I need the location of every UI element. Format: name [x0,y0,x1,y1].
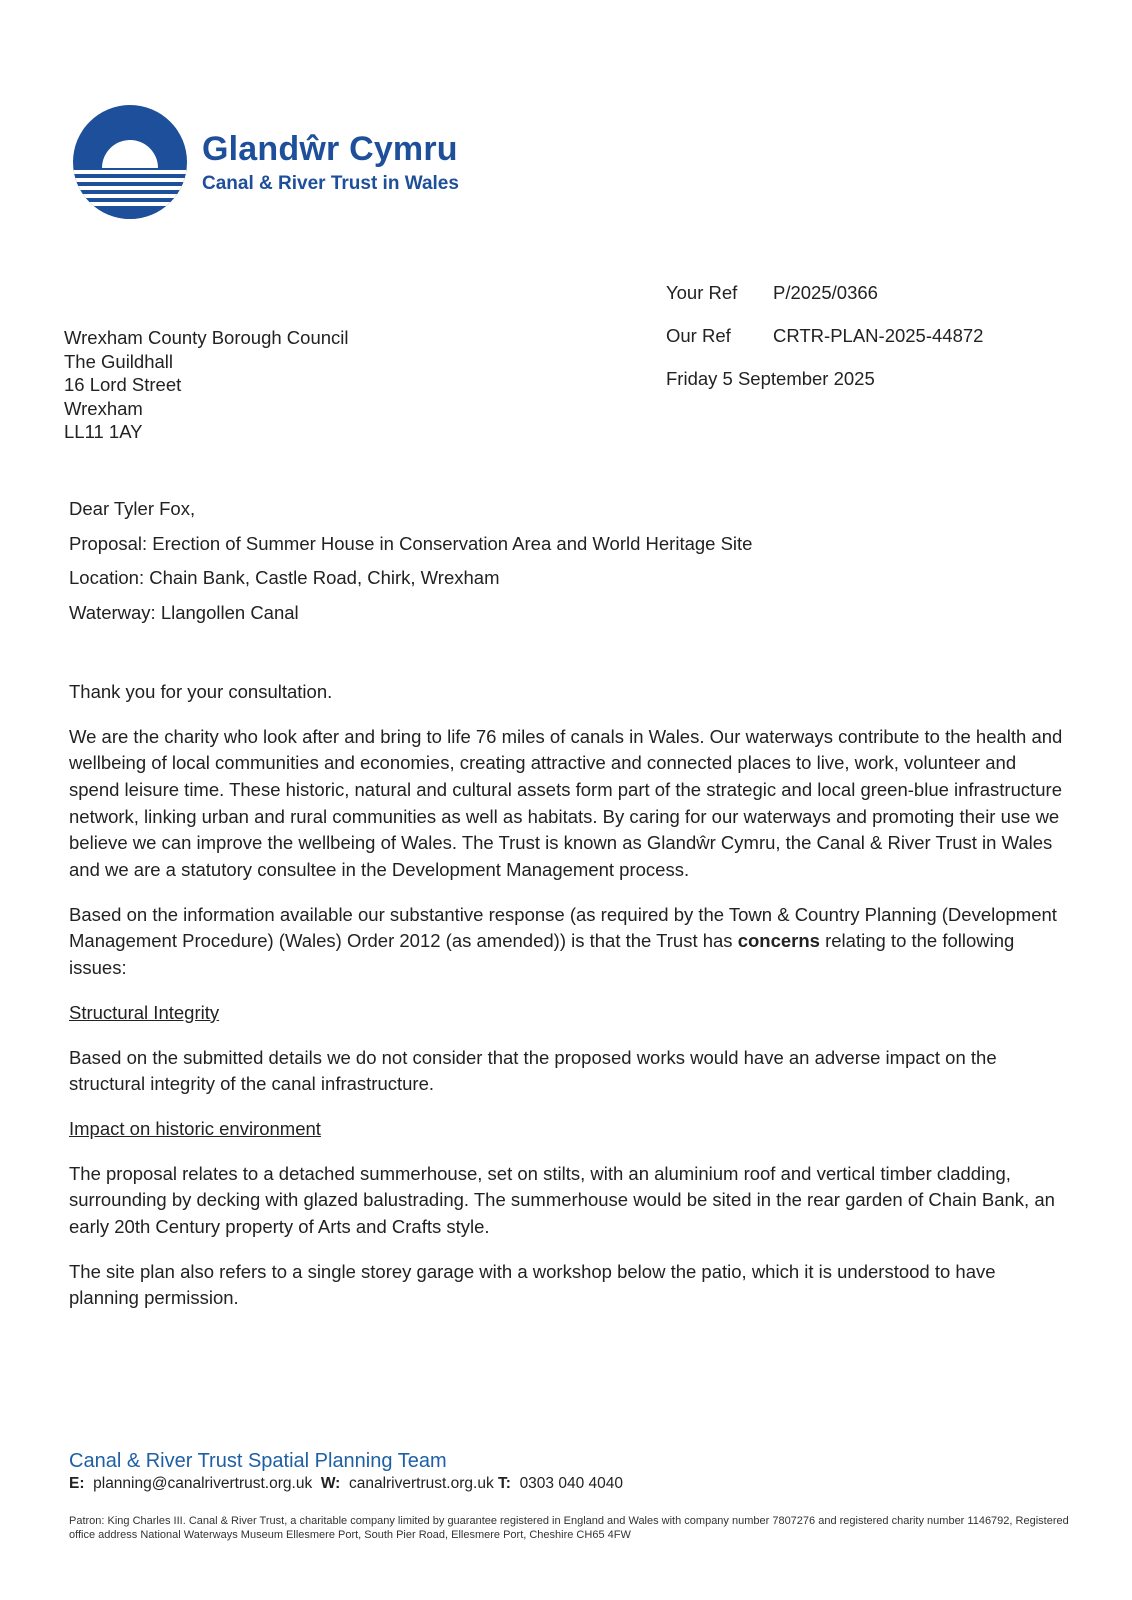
section-heading-historic-environment: Impact on historic environment [69,1117,321,1139]
paragraph: The site plan also refers to a single storey garage with a workshop below the patio, which it is understood to have planning permission. [69,1260,996,1309]
paragraph: Thank you for your consultation. [69,680,333,702]
logo-subtitle: Canal & River Trust in Wales [202,173,459,194]
paragraph: Based on the information available our substantive response (as required by the Town & Country Planning (Development Management Procedure) (Wales) Order 2012 (as amended)) is that the Trust has concerns relating to the following issues: [69,903,1057,979]
recipient-address [64,326,349,444]
footer-legal-text: Patron: King Charles III. Canal & River Trust, a charitable company limited by guarantee registered in England and Wales with company number 7807276 and registered charity number 1146792, Registered office address National Waterways Museum Ellesmere Port, South Pier Road, Ellesmere Port, Cheshire CH65 4FW [69,1515,1069,1541]
concerns-emphasis: concerns [737,930,820,952]
your-ref-value: P/2025/0366 [773,282,878,303]
footer-contacts: E: planning@canalrivertrust.org.uk W: canalrivertrust.org.uk T: 0303 040 4040 [69,1475,623,1492]
location-line: Location: Chain Bank, Castle Road, Chirk, Wrexham [69,567,500,589]
our-ref-row [666,325,983,368]
paragraph: Based on the submitted details we do not consider that the proposed works would have an adverse impact on the structural integrity of the canal infrastructure. [69,1046,997,1095]
logo-name: Glandŵr Cymru [202,130,458,168]
proposal-line: Proposal: Erection of Summer House in Conservation Area and World Heritage Site [69,532,753,554]
paragraph: We are the charity who look after and bring to life 76 miles of canals in Wales. Our waterways contribute to the health and wellbeing of local communities and economies, creating attractive and connected places to live, work, volunteer and spend leisure time. These historic, natural and cultural assets form part of the strategic and local green-blue infrastructure network, linking urban and rural communities as well as habitats. By caring for our waterways and promoting their use we believe we can improve the wellbeing of Wales. The Trust is known as Glandŵr Cymru, the Canal & River Trust in Wales and we are a statutory consultee in the Development Management process. [69,725,1063,881]
footer-phone: 0303 040 4040 [519,1475,623,1492]
salutation: Dear Tyler Fox, [69,498,196,519]
section-heading-structural-integrity: Structural Integrity [69,1001,220,1023]
letter-date: Friday 5 September 2025 [666,368,875,389]
glandwr-cymru-logo-icon [72,104,188,220]
our-ref-value: CRTR-PLAN-2025-44872 [773,325,984,346]
paragraph: The proposal relates to a detached summerhouse, set on stilts, with an aluminium roof and vertical timber cladding, surrounding by decking with glazed balustrading. The summerhouse would be sited in the rear garden of Chain Bank, an early 20th Century property of Arts and Crafts style. [69,1162,1055,1238]
address-line: The Guildhall [64,350,174,372]
address-line: Wrexham County Borough Council [64,327,349,348]
your-ref-label: Your Ref [666,282,738,303]
footer-web-link[interactable]: canalrivertrust.org.uk [348,1475,494,1492]
footer-team-name: Canal & River Trust Spatial Planning Team [69,1450,447,1472]
reference-block [666,282,983,411]
address-line: 16 Lord Street [64,374,182,395]
address-line: LL11 1AY [64,421,143,442]
footer-email-link[interactable]: planning@canalrivertrust.org.uk [93,1475,313,1492]
address-line: Wrexham [64,397,143,419]
your-ref-row [666,282,983,325]
waterway-line: Waterway: Llangollen Canal [69,602,299,624]
our-ref-label: Our Ref [666,325,731,346]
letter-body [69,496,1069,1330]
